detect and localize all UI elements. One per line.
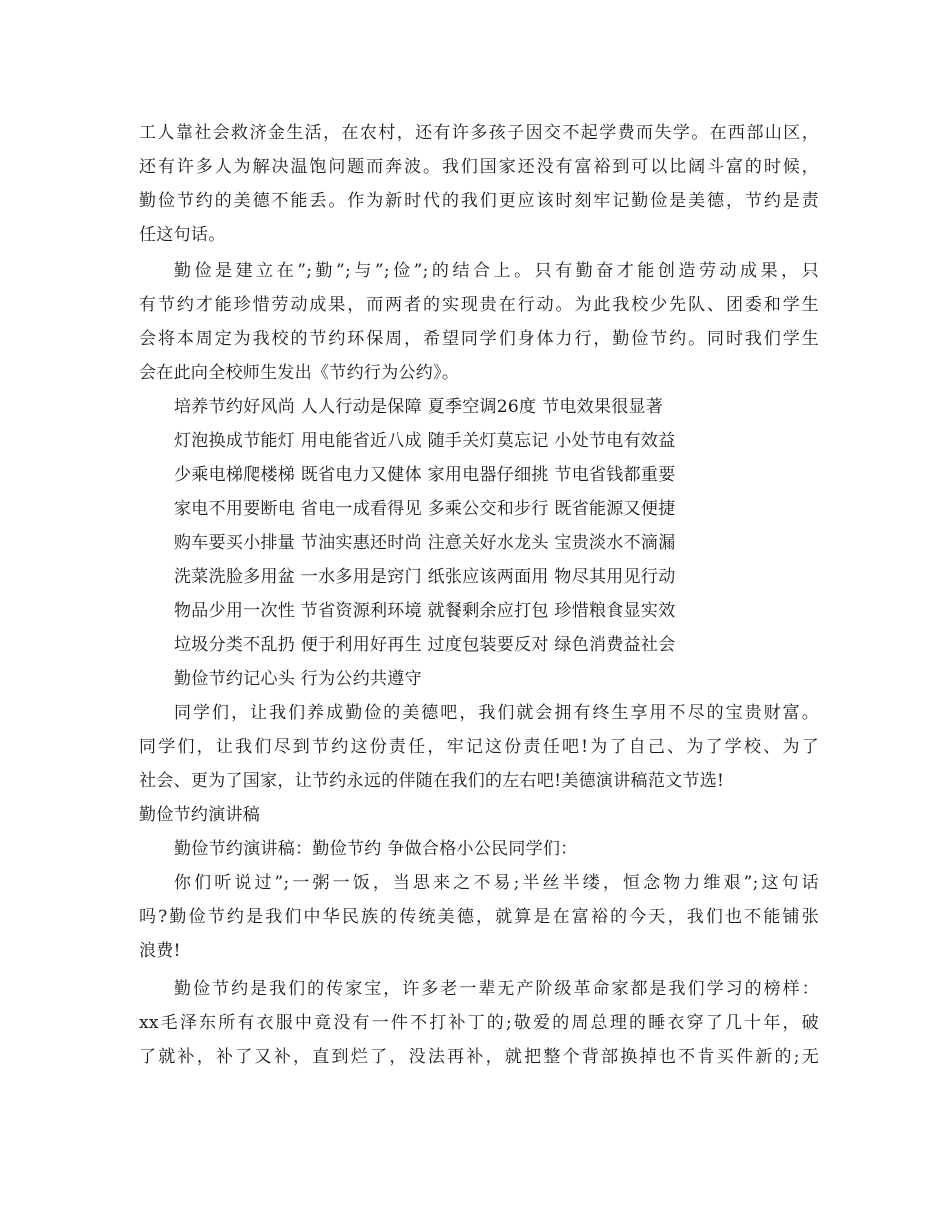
pledge-line: 灯泡换成节能灯 用电能省近八成 随手关灯莫忘记 小处节电有效益	[174, 431, 676, 451]
pledge-line: 洗菜洗脸多用盆 一水多用是窍门 纸张应该两面用 物尽其用见行动	[174, 567, 676, 587]
pledge-line: 购车要买小排量 节油实惠还时尚 注意关好水龙头 宝贵淡水不滴漏	[174, 533, 676, 553]
pledge-line: 物品少用一次性 节省资源利环境 就餐剩余应打包 珍惜粮食显实效	[174, 601, 676, 621]
paragraph-line: 勤俭节约是我们的传家宝，许多老一辈无产阶级革命家都是我们学习的榜样：	[174, 979, 819, 999]
paragraph-line: 了就补，补了又补，直到烂了，没法再补，就把整个背部换掉也不肯买件新的;无	[139, 1047, 819, 1067]
paragraph-line: 勤俭是建立在”;勤”;与”;俭”;的结合上。只有勤奋才能创造劳动成果，只	[174, 261, 819, 281]
paragraph-line: xx毛泽东所有衣服中竟没有一件不打补丁的;敬爱的周总理的睡衣穿了几十年，破	[139, 1013, 819, 1033]
paragraph-line: 同学们，让我们尽到节约这份责任，牢记这份责任吧!为了自己、为了学校、为了	[139, 737, 819, 757]
paragraph-line: 勤俭节约的美德不能丢。作为新时代的我们更应该时刻牢记勤俭是美德，节约是责	[139, 191, 819, 211]
paragraph-line: 还有许多人为解决温饱问题而奔波。我们国家还没有富裕到可以比阔斗富的时候，	[139, 157, 819, 177]
pledge-line: 少乘电梯爬楼梯 既省电力又健体 家用电器仔细挑 节电省钱都重要	[174, 465, 676, 485]
paragraph-line: 工人靠社会救济金生活，在农村，还有许多孩子因交不起学费而失学。在西部山区，	[139, 123, 819, 143]
pledge-line: 勤俭节约记心头 行为公约共遵守	[174, 669, 422, 689]
paragraph-line: 会在此向全校师生发出《节约行为公约》。	[139, 363, 460, 383]
section-subtitle: 勤俭节约演讲稿：勤俭节约 争做合格小公民同学们：	[174, 839, 578, 859]
paragraph-line: 同学们，让我们养成勤俭的美德吧，我们就会拥有终生享用不尽的宝贵财富。	[174, 703, 819, 723]
paragraph-line: 有节约才能珍惜劳动成果，而两者的实现贵在行动。为此我校少先队、团委和学生	[139, 295, 819, 315]
paragraph-line: 任这句话。	[139, 225, 226, 245]
paragraph-line: 会将本周定为我校的节约环保周，希望同学们身体力行，勤俭节约。同时我们学生	[139, 329, 819, 349]
pledge-line: 家电不用要断电 省电一成看得见 多乘公交和步行 既省能源又便捷	[174, 499, 676, 519]
document-body	[139, 116, 819, 1074]
pledge-line: 垃圾分类不乱扔 便于利用好再生 过度包装要反对 绿色消费益社会	[174, 635, 676, 655]
pledge-line: 培养节约好风尚 人人行动是保障 夏季空调26度 节电效果很显著	[174, 397, 664, 417]
paragraph-line: 浪费!	[139, 941, 181, 961]
paragraph-line: 你们听说过”;一粥一饭，当思来之不易;半丝半缕，恒念物力维艰”;这句话	[174, 873, 819, 893]
section-title: 勤俭节约演讲稿	[139, 805, 261, 825]
paragraph-line: 吗?勤俭节约是我们中华民族的传统美德，就算是在富裕的今天，我们也不能铺张	[139, 907, 819, 927]
paragraph-line: 社会、更为了国家，让节约永远的伴随在我们的左右吧!美德演讲稿范文节选!	[139, 771, 725, 791]
